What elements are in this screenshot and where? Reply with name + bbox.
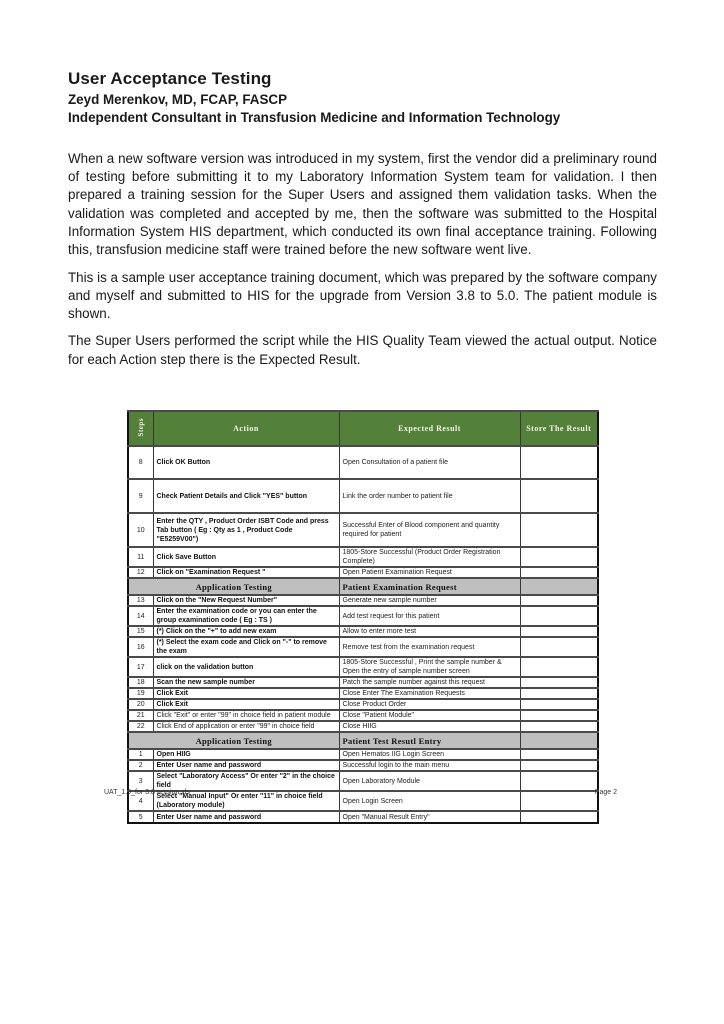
expected-result-cell: 1805-Store Successful , Print the sample number & Open the entry of sample number screen [339,657,520,677]
expected-result-cell: Link the order number to patient file [339,479,520,513]
store-result-cell [520,567,598,578]
uat-table-body [128,446,598,823]
step-number-cell: 12 [128,567,153,578]
expected-result-cell: Close HIIG [339,721,520,732]
table-row [128,513,598,547]
step-number-cell: 14 [128,606,153,626]
expected-result-cell: Successful login to the main menu [339,760,520,771]
paragraph-1: When a new software version was introduced in my system, first the vendor did a preliminary round of testing before submitting it to my Laboratory Information System team for validation. I then prepared a training session for the Super Users and assigned them validation tasks. When the validation was completed and accepted by me, then the software was submitted to the Hospital Information System HIS department, which conducted its own final acceptance training. Following this, transfusion medicine staff were trained before the new software went live. [68,150,657,258]
step-number-cell: 16 [128,637,153,657]
section-label-right: Patient Test Resutl Entry [339,732,520,749]
uat-script-table-container [127,410,599,824]
table-row [128,760,598,771]
step-number-cell: 22 [128,721,153,732]
store-result-cell [520,721,598,732]
store-result-cell [520,446,598,479]
action-cell: Enter User name and password [153,811,339,823]
store-result-cell [520,677,598,688]
action-cell: Click Exit [153,699,339,710]
store-result-cell [520,595,598,606]
step-number-cell: 8 [128,446,153,479]
table-row [128,699,598,710]
table-row [128,811,598,823]
header-steps [128,411,153,446]
expected-result-cell: Open Laboratory Module [339,771,520,791]
table-row [128,771,598,791]
table-row [128,595,598,606]
section-label-right: Patient Examination Request [339,578,520,595]
table-row [128,710,598,721]
action-cell: Click End of application or enter "99" in choice field [153,721,339,732]
section-store-cell [520,732,598,749]
paragraph-2: This is a sample user acceptance training document, which was prepared by the software company and myself and submitted to HIS for the upgrade from Version 3.8 to 5.0. The patient module is shown. [68,269,657,322]
header-expected-result: Expected Result [339,411,520,446]
expected-result-cell: Add test request for this patient [339,606,520,626]
step-number-cell: 10 [128,513,153,547]
author-line: Zeyd Merenkov, MD, FCAP, FASCP [68,92,288,107]
table-row [128,749,598,760]
table-header-row [128,411,598,446]
table-row [128,567,598,578]
steps-rotated-label: Steps [136,418,145,437]
page-title: User Acceptance Testing [68,69,272,88]
store-result-cell [520,547,598,567]
section-label-left: Application Testing [128,578,339,595]
action-cell: Click Save Button [153,547,339,567]
store-result-cell [520,710,598,721]
section-store-cell [520,578,598,595]
table-row [128,479,598,513]
table-row [128,606,598,626]
paragraph-3: The Super Users performed the script while the HIS Quality Team viewed the actual output. Notice for each Action step there is the Expected Result. [68,333,657,367]
expected-result-cell: Successful Enter of Blood component and quantity required for patient [339,513,520,547]
action-cell: Enter User name and password [153,760,339,771]
store-result-cell [520,811,598,823]
section-header-row [128,732,598,749]
store-result-cell [520,637,598,657]
expected-result-cell: Generate new sample number [339,595,520,606]
step-number-cell: 9 [128,479,153,513]
action-cell: Open HIIG [153,749,339,760]
action-cell: click on the validation button [153,657,339,677]
section-label-left: Application Testing [128,732,339,749]
store-result-cell [520,688,598,699]
action-cell: Scan the new sample number [153,677,339,688]
step-number-cell: 17 [128,657,153,677]
table-row [128,446,598,479]
store-result-cell [520,513,598,547]
action-cell: Click on the "New Request Number" [153,595,339,606]
step-number-cell: 21 [128,710,153,721]
action-cell: Click "Exit" or enter "99" in choice field in patient module [153,710,339,721]
step-number-cell: 19 [128,688,153,699]
action-cell: Click on "Examination Request " [153,567,339,578]
action-cell: Click OK Button [153,446,339,479]
store-result-cell [520,626,598,637]
store-result-cell [520,657,598,677]
expected-result-cell: Close Product Order [339,699,520,710]
store-result-cell [520,606,598,626]
author-role-line: Independent Consultant in Transfusion Medicine and Information Technology [68,110,561,126]
action-cell: Enter the examination code or you can enter the group examination code ( Eg : TS ) [153,606,339,626]
table-row [128,657,598,677]
store-result-cell [520,749,598,760]
header-store-result: Store The Result [520,411,598,446]
step-number-cell: 11 [128,547,153,567]
uat-script-table [127,410,599,824]
page-footer [104,789,617,796]
expected-result-cell: Open Consultation of a patient file [339,446,520,479]
table-row [128,688,598,699]
step-number-cell: 18 [128,677,153,688]
step-number-cell: 2 [128,760,153,771]
step-number-cell: 20 [128,699,153,710]
header-action: Action [153,411,339,446]
store-result-cell [520,699,598,710]
action-cell: Click Exit [153,688,339,699]
document-body-text [68,69,657,378]
table-row [128,677,598,688]
store-result-cell [520,760,598,771]
table-row [128,637,598,657]
expected-result-cell: Patch the sample number against this request [339,677,520,688]
table-row [128,721,598,732]
action-cell: (*) Select the exam code and Click on "-" to remove the exam [153,637,339,657]
expected-result-cell: Open "Manual Result Entry" [339,811,520,823]
step-number-cell: 5 [128,811,153,823]
expected-result-cell: Open Patient Examination Request [339,567,520,578]
expected-result-cell: Close "Patient Module" [339,710,520,721]
store-result-cell [520,479,598,513]
action-cell: Enter the QTY , Product Order ISBT Code and press Tab button ( Eg : Qty as 1 , Product Code "E5259V00") [153,513,339,547]
step-number-cell: 15 [128,626,153,637]
footer-filename: UAT_1.9_for 3.8 version.xls [104,789,190,796]
table-row [128,547,598,567]
expected-result-cell: Close Enter The Examination Requests [339,688,520,699]
action-cell: Select "Manual Input" Or enter "11" in choice field (Laboratory module) [153,791,339,811]
expected-result-cell: Allow to enter more test [339,626,520,637]
step-number-cell: 3 [128,771,153,791]
action-cell: Select "Laboratory Access" Or enter "2" in the choice field [153,771,339,791]
expected-result-cell: Remove test from the examination request [339,637,520,657]
step-number-cell: 4 [128,791,153,811]
store-result-cell [520,771,598,791]
expected-result-cell: 1805-Store Successful (Product Order Registration Complete) [339,547,520,567]
table-row [128,626,598,637]
step-number-cell: 1 [128,749,153,760]
section-header-row [128,578,598,595]
action-cell: (*) Click on the "+" to add new exam [153,626,339,637]
footer-page-number: Page 2 [594,789,617,796]
action-cell: Check Patient Details and Click "YES" button [153,479,339,513]
expected-result-cell: Open Login Screen [339,791,520,811]
expected-result-cell: Open Hematos IIG Login Screen [339,749,520,760]
step-number-cell: 13 [128,595,153,606]
